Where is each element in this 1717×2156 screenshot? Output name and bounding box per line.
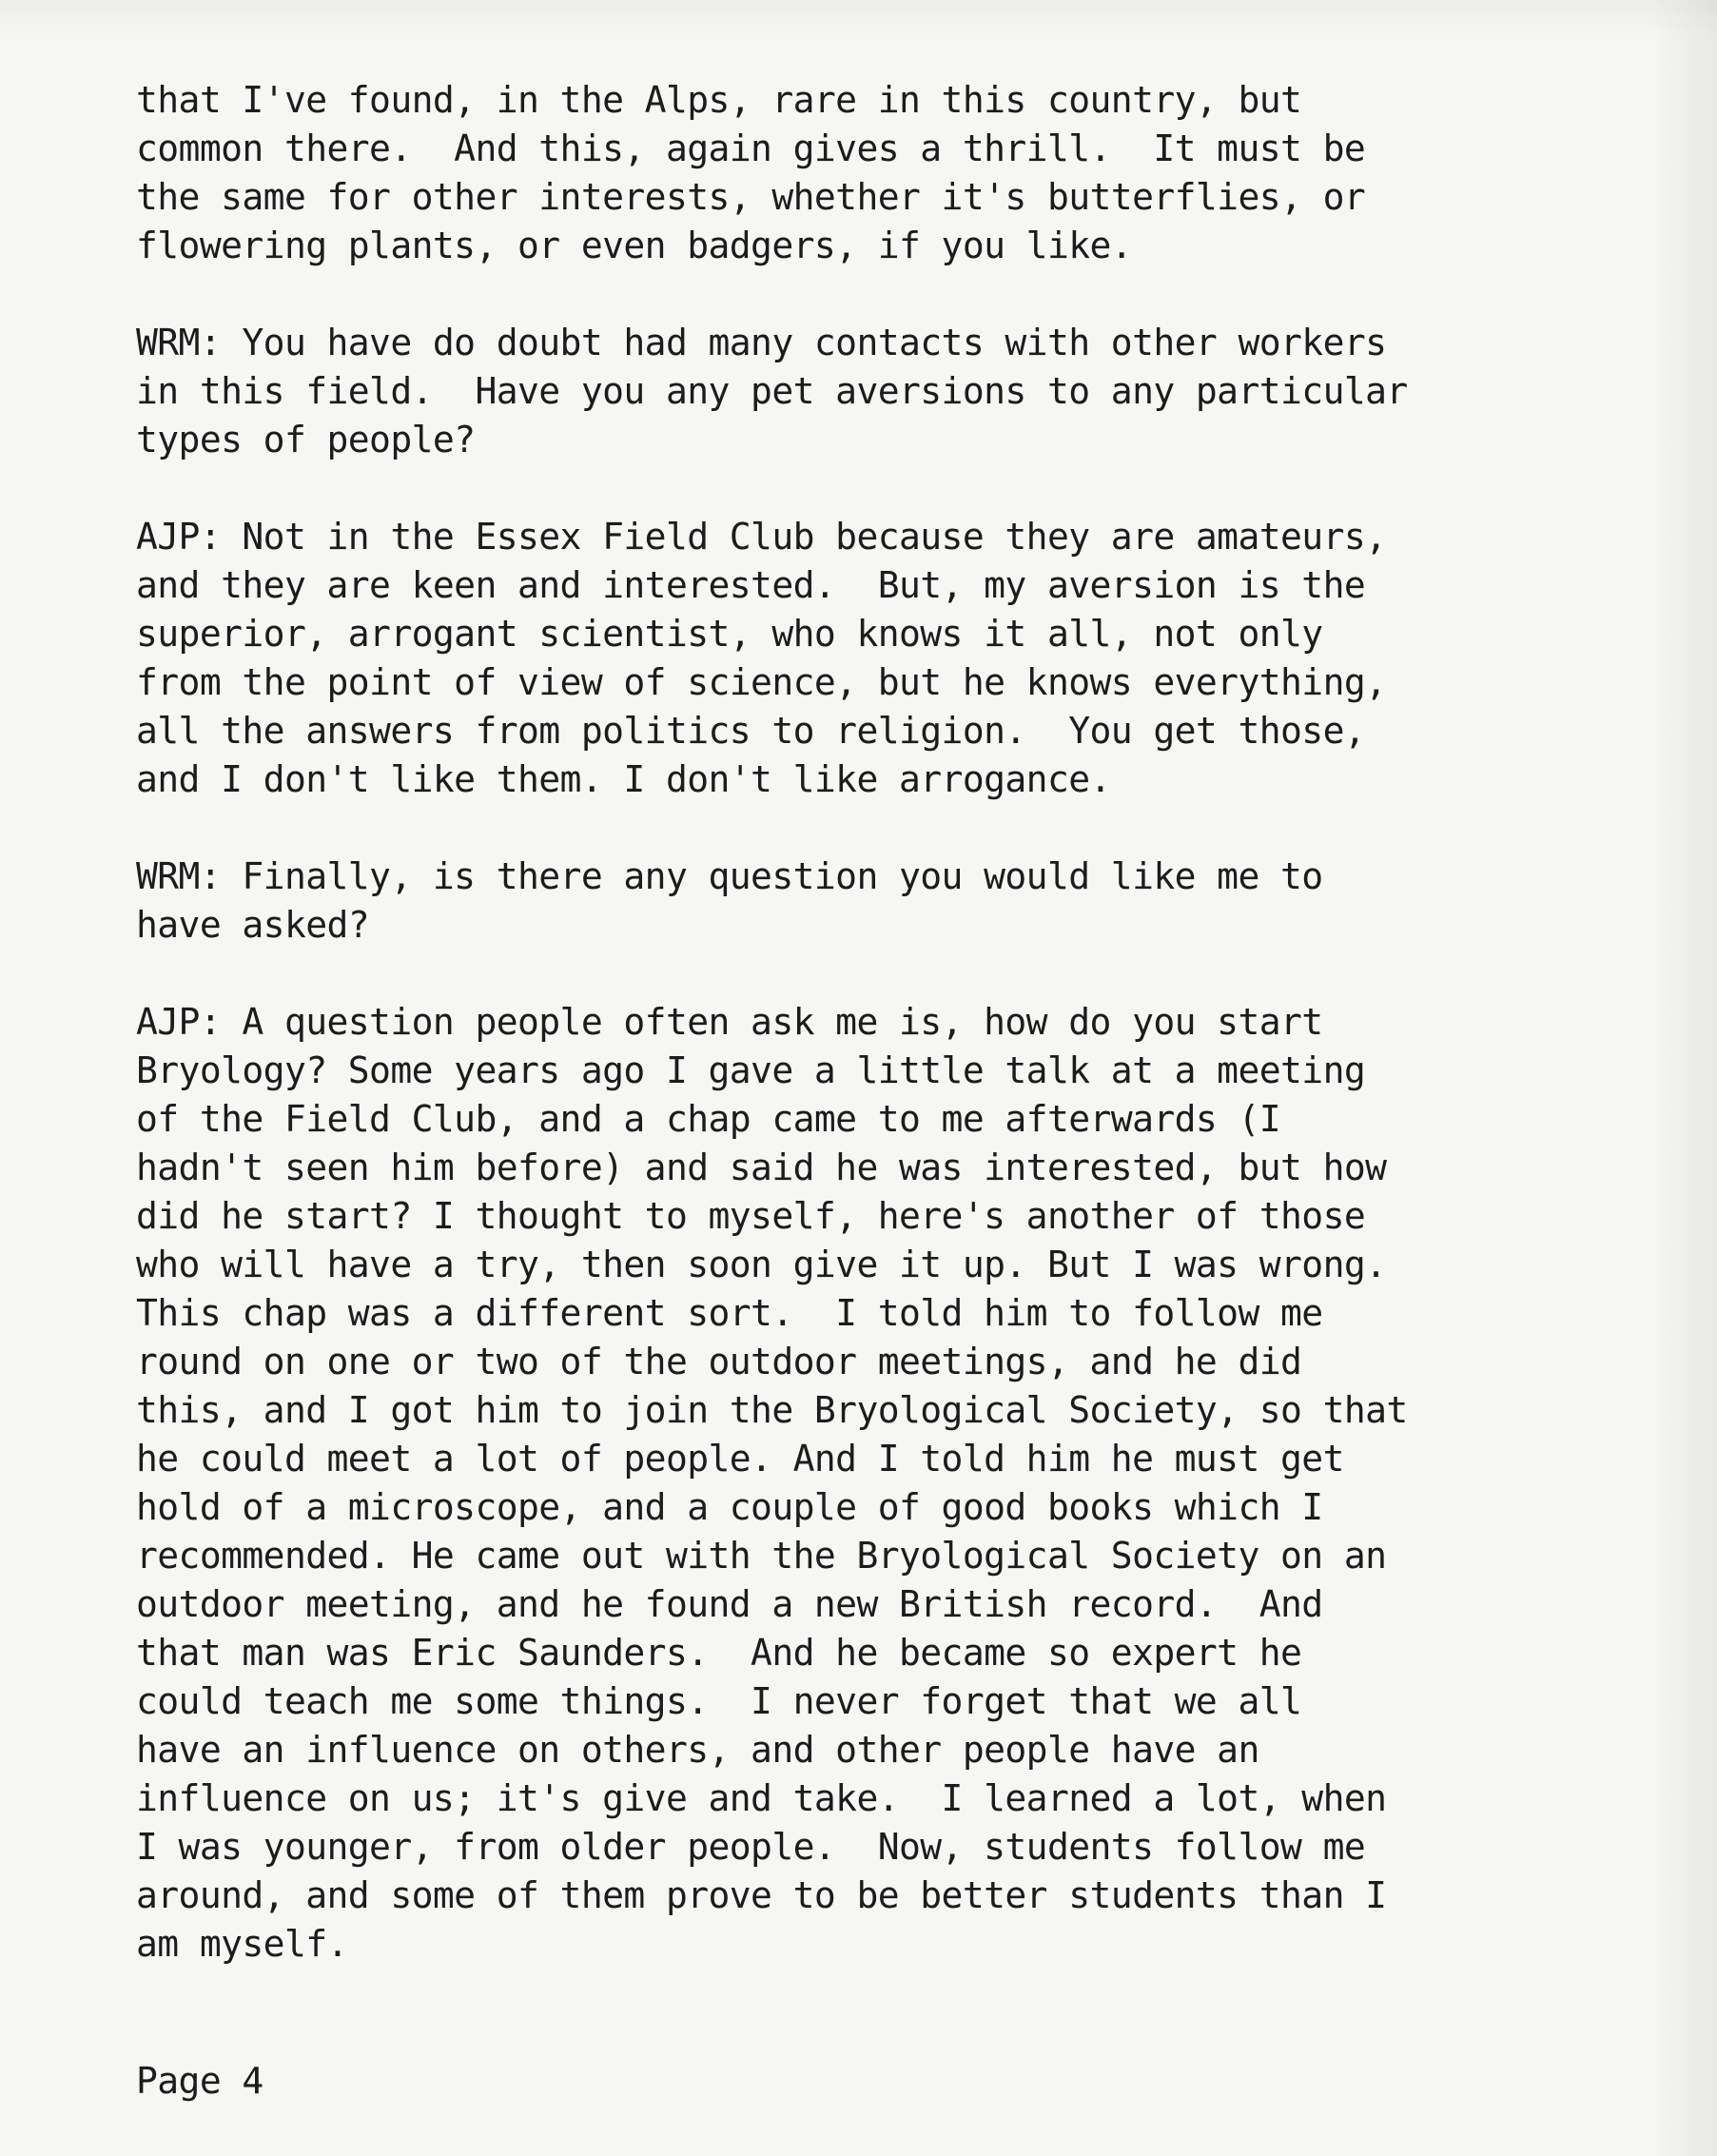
paragraph	[136, 998, 1620, 1969]
text-line: I was younger, from older people. Now, students follow me	[136, 1826, 1366, 1868]
text-line: this, and I got him to join the Bryological Society, so that	[136, 1389, 1408, 1431]
text-line: outdoor meeting, and he found a new British record. And	[136, 1583, 1323, 1625]
paragraph-gap	[136, 270, 1620, 319]
paragraph	[136, 513, 1620, 804]
paragraph	[136, 76, 1620, 270]
typewritten-body	[136, 76, 1620, 1969]
page-edge-shadow-top	[0, 0, 1717, 38]
paragraph	[136, 319, 1620, 464]
text-line: that man was Eric Saunders. And he became so expert he	[136, 1632, 1302, 1674]
text-line: WRM: Finally, is there any question you would like me to	[136, 855, 1323, 897]
text-line: This chap was a different sort. I told him to follow me	[136, 1292, 1323, 1334]
text-line: influence on us; it's give and take. I learned a lot, when	[136, 1777, 1387, 1819]
text-line: recommended. He came out with the Bryological Society on an	[136, 1535, 1387, 1577]
text-line: and they are keen and interested. But, my aversion is the	[136, 564, 1366, 606]
text-line: he could meet a lot of people. And I told him he must get	[136, 1438, 1344, 1480]
paragraph-gap	[136, 804, 1620, 853]
text-line: common there. And this, again gives a thrill. It must be	[136, 127, 1366, 169]
text-line: hold of a microscope, and a couple of good books which I	[136, 1486, 1323, 1528]
text-line: did he start? I thought to myself, here's another of those	[136, 1195, 1366, 1237]
text-line: superior, arrogant scientist, who knows it all, not only	[136, 613, 1323, 655]
text-line: all the answers from politics to religion. You get those,	[136, 710, 1366, 752]
text-line: Bryology? Some years ago I gave a little talk at a meeting	[136, 1049, 1366, 1091]
page-number: Page 4	[136, 2060, 263, 2102]
text-line: that I've found, in the Alps, rare in this country, but	[136, 79, 1302, 121]
text-line: have asked?	[136, 904, 370, 946]
text-line: AJP: Not in the Essex Field Club because they are amateurs,	[136, 516, 1387, 558]
paragraph-gap	[136, 464, 1620, 513]
text-line: types of people?	[136, 419, 476, 461]
page-edge-shadow-right	[1650, 0, 1717, 2156]
text-line: of the Field Club, and a chap came to me afterwards (I	[136, 1098, 1281, 1140]
text-line: WRM: You have do doubt had many contacts with other workers	[136, 322, 1387, 363]
text-line: round on one or two of the outdoor meetings, and he did	[136, 1341, 1302, 1382]
text-line: could teach me some things. I never forget that we all	[136, 1680, 1302, 1722]
text-line: hadn't seen him before) and said he was interested, but how	[136, 1147, 1387, 1188]
text-line: who will have a try, then soon give it up. But I was wrong.	[136, 1244, 1387, 1285]
text-line: around, and some of them prove to be better students than I	[136, 1874, 1387, 1916]
text-line: AJP: A question people often ask me is, how do you start	[136, 1001, 1323, 1043]
text-line: flowering plants, or even badgers, if you like.	[136, 225, 1133, 266]
text-line: in this field. Have you any pet aversions to any particular	[136, 370, 1408, 412]
text-line: and I don't like them. I don't like arrogance.	[136, 758, 1111, 800]
paragraph	[136, 853, 1620, 950]
text-line: have an influence on others, and other people have an	[136, 1729, 1259, 1771]
paragraph-gap	[136, 950, 1620, 998]
text-line: from the point of view of science, but he knows everything,	[136, 661, 1387, 703]
text-line: am myself.	[136, 1923, 348, 1965]
text-line: the same for other interests, whether it's butterflies, or	[136, 176, 1366, 218]
